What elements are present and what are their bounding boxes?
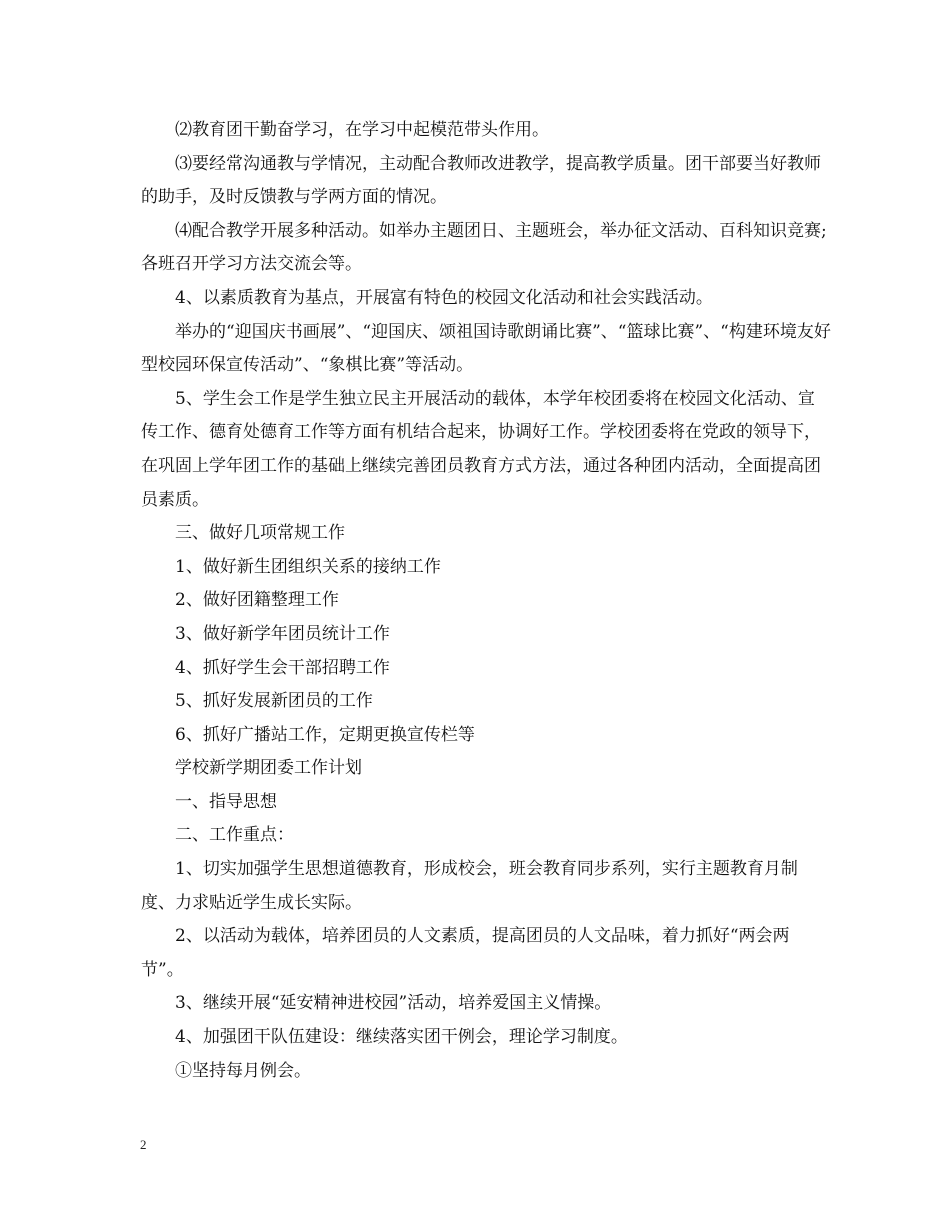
section-heading: 一、指导思想 bbox=[175, 791, 277, 812]
paragraph: ⑶要经常沟通教与学情况，主动配合教师改进教学，提高教学质量。团干部要当好教师的助手，及时反馈教与学两方面的情况。 bbox=[141, 153, 821, 208]
list-item: 1、做好新生团组织关系的接纳工作 bbox=[175, 556, 441, 577]
paragraph: ⑵教育团干勤奋学习，在学习中起模范带头作用。 bbox=[175, 120, 549, 140]
list-item: 5、抓好发展新团员的工作 bbox=[175, 691, 373, 712]
paragraph: 5、学生会工作是学生独立民主开展活动的载体，本学年校团委将在校园文化活动、宣传工作、德育处德育工作等方面有机结合起来，协调好工作。学校团委将在党政的领导下，在巩固上学年团工作的基础上继续完善团员教育方式方法，通过各种团内活动，全面提高团员素质。 bbox=[141, 388, 821, 510]
document-body bbox=[141, 114, 831, 1088]
document-title: 学校新学期团委工作计划 bbox=[175, 758, 362, 779]
section-heading: 二、工作重点： bbox=[175, 825, 294, 846]
list-item: 6、抓好广播站工作，定期更换宣传栏等 bbox=[175, 724, 475, 745]
paragraph: 1、切实加强学生思想道德教育，形成校会，班会教育同步系列，实行主题教育月制度、力求贴近学生成长实际。 bbox=[141, 859, 798, 913]
paragraph: ①坚持每月例会。 bbox=[175, 1060, 311, 1081]
paragraph: 4、以素质教育为基点，开展富有特色的校园文化活动和社会实践活动。 bbox=[175, 287, 713, 308]
list-item: 2、做好团籍整理工作 bbox=[175, 590, 339, 611]
paragraph: 3、继续开展“延安精神进校园”活动，培养爱国主义情操。 bbox=[175, 993, 612, 1014]
list-item: 4、抓好学生会干部招聘工作 bbox=[175, 657, 390, 678]
page-number: 2 bbox=[140, 1137, 147, 1152]
list-item: 3、做好新学年团员统计工作 bbox=[175, 623, 390, 644]
paragraph: 2、以活动为载体，培养团员的人文素质，提高团员的人文品味，着力抓好“两会两节”。 bbox=[141, 926, 790, 980]
section-heading: 三、做好几项常规工作 bbox=[175, 523, 345, 544]
paragraph: 举办的“迎国庆书画展”、“迎国庆、颂祖国诗歌朗诵比赛”、“篮球比赛”、“构建环境友好型校园环保宣传活动”、“象棋比赛”等活动。 bbox=[141, 321, 831, 376]
paragraph: ⑷配合教学开展多种活动。如举办主题团日、主题班会，举办征文活动、百科知识竞赛;各班召开学习方法交流会等。 bbox=[141, 220, 827, 275]
paragraph: 4、加强团干队伍建设：继续落实团干例会，理论学习制度。 bbox=[175, 1027, 628, 1048]
